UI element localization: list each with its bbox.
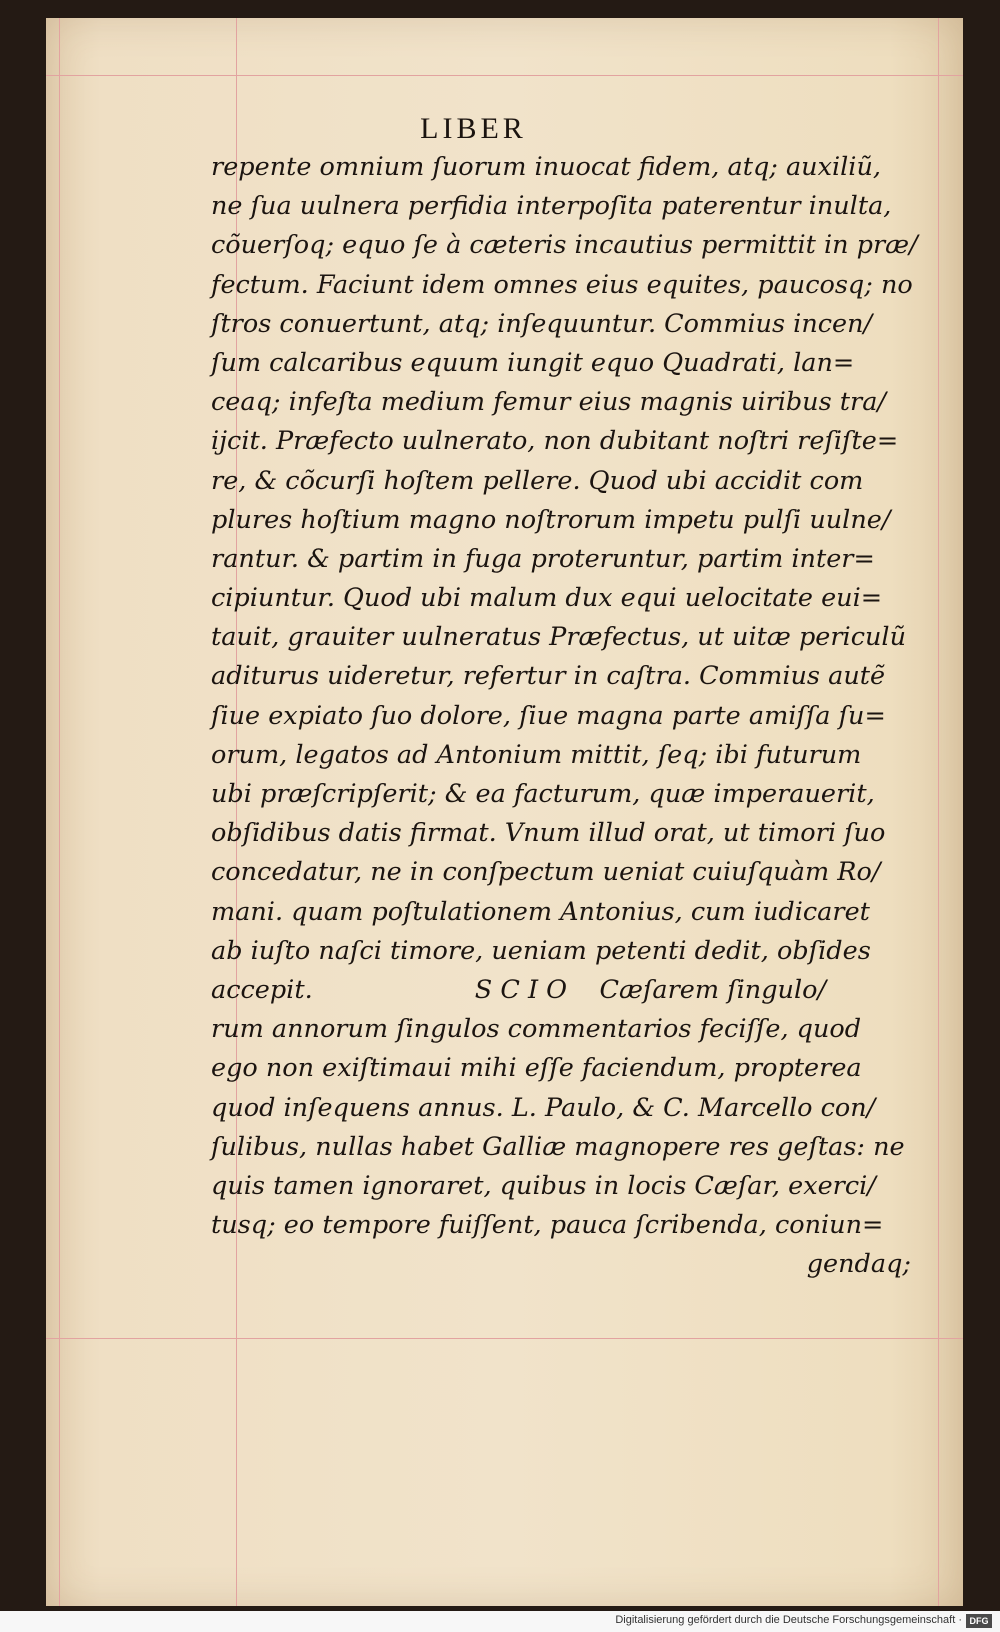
footer-bar: [0, 1611, 1000, 1632]
page-rule-top: [46, 75, 963, 76]
text-line: aditurus uideretur, refertur in caſtra. Commius autẽ: [211, 661, 886, 692]
dfg-logo: DFG: [966, 1614, 992, 1628]
text-line: ijcit. Præfecto uulnerato, non dubitant noſtri reſiſte=: [211, 426, 899, 457]
text-line: fectum. Faciunt idem omnes eius equites, paucosq; no: [211, 269, 913, 300]
text-line: cõuerſoq; equo ſe à cæteris incautius permittit in præ/: [211, 230, 918, 261]
text-line: ſiue expiato ſuo dolore, ſiue magna parte amiſſa ſu=: [211, 700, 886, 731]
text-line: cipiuntur. Quod ubi malum dux equi uelocitate eui=: [211, 583, 883, 614]
text-line: concedatur, ne in conſpectum ueniat cuiuſquàm Ro/: [211, 857, 881, 888]
text-line: tusq; eo tempore fuiſſent, pauca ſcribenda, coniun=: [211, 1210, 884, 1241]
page-rule-left-outer: [59, 18, 60, 1606]
text-line: gendaq;: [806, 1249, 911, 1280]
text-line: quod inſequens annus. L. Paulo, & C. Marcello con/: [211, 1092, 876, 1123]
text-line: rantur. & partim in fuga proteruntur, partim inter=: [211, 543, 875, 574]
text-line: ſtros conuertunt, atq; inſequuntur. Commius incen/: [211, 308, 873, 339]
running-header: LIBER: [420, 112, 527, 145]
text-line: ne ſua uulnera perfidia interpoſita paterentur inulta,: [211, 191, 892, 222]
text-line: ſulibus, nullas habet Galliæ magnopere res geſtas: ne: [211, 1131, 905, 1162]
text-line: ſum calcaribus equum iungit equo Quadrati, lan=: [211, 347, 855, 378]
text-line: ego non exiſtimaui mihi eſſe faciendum, propterea: [211, 1053, 862, 1084]
text-line: tauit, grauiter uulneratus Præfectus, ut uitæ periculũ: [211, 622, 906, 653]
footer-credit: Digitalisierung gefördert durch die Deutsche Forschungsgemeinschaft ·: [615, 1614, 962, 1626]
text-line: quis tamen ignoraret, quibus in locis Cæſar, exerci/: [211, 1170, 876, 1201]
text-line: re, & cõcurſi hoſtem pellere. Quod ubi accidit com: [211, 465, 864, 496]
page-rule-right: [938, 18, 939, 1606]
text-line: ab iuſto naſci timore, ueniam petenti dedit, obſides: [211, 935, 871, 966]
text-line: orum, legatos ad Antonium mittit, ſeq; ibi futurum: [211, 739, 862, 770]
text-line: ceaq; infeſta medium femur eius magnis uiribus tra/: [211, 387, 887, 418]
text-line: accepit. S C I O Cæſarem ſingulo/: [211, 974, 827, 1005]
text-line: rum annorum ſingulos commentarios feciſſe, quod: [211, 1014, 862, 1045]
page-rule-bottom: [46, 1338, 963, 1339]
body-text: [211, 148, 918, 1284]
text-line: mani. quam poſtulationem Antonius, cum iudicaret: [211, 896, 870, 927]
text-line: obſidibus datis firmat. Vnum illud orat, ut timori ſuo: [211, 818, 886, 849]
text-line: ubi præſcripſerit; & ea facturum, quæ imperauerit,: [211, 779, 875, 809]
text-line: repente omnium ſuorum inuocat fidem, atq; auxiliũ,: [211, 152, 881, 182]
text-line: plures hoſtium magno noſtrorum impetu pulſi uulne/: [211, 504, 891, 535]
